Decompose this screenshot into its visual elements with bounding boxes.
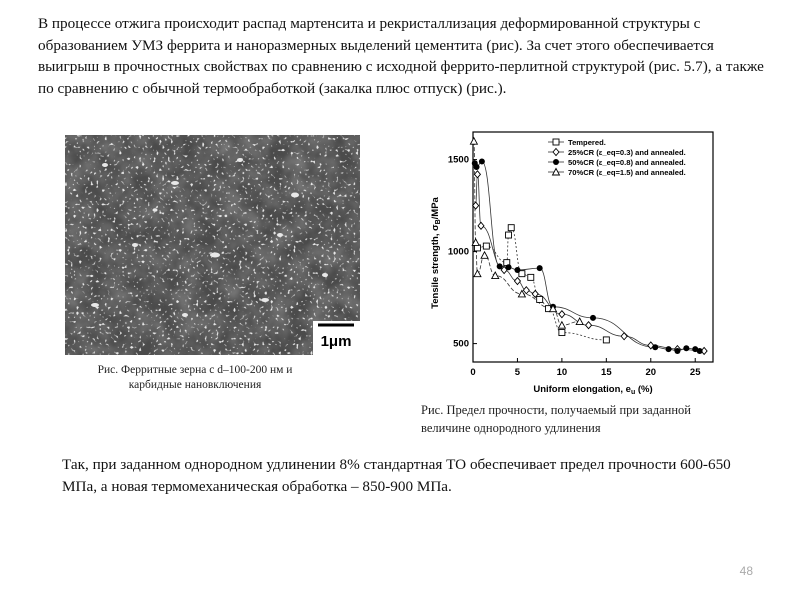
data-point [474, 270, 481, 277]
data-point [652, 344, 658, 350]
legend-label: Tempered. [568, 138, 606, 147]
data-point [674, 348, 680, 354]
page-number: 48 [739, 564, 753, 578]
data-point [474, 164, 480, 170]
x-tick-label: 10 [556, 367, 568, 378]
data-point [666, 346, 672, 352]
legend-label: 70%CR (ε_eq=1.5) and annealed. [568, 168, 686, 177]
data-point [478, 222, 484, 229]
data-point [497, 263, 503, 269]
x-tick-label: 5 [514, 367, 521, 378]
data-point [697, 348, 703, 354]
series-curve [475, 161, 700, 351]
y-tick-label: 1000 [447, 246, 469, 258]
data-point [523, 287, 529, 294]
legend-marker [553, 159, 559, 165]
data-point [683, 345, 689, 351]
data-point [492, 272, 499, 279]
data-point [506, 264, 512, 270]
x-axis-label: Uniform elongation, $e_u$ (%) [533, 384, 653, 396]
legend-marker [553, 139, 559, 145]
y-axis-label: Tensile strength, $\sigma_B$/MPa [430, 197, 442, 309]
data-point [514, 278, 520, 285]
data-point [481, 252, 488, 259]
data-point [479, 158, 485, 164]
y-tick-label: 1500 [447, 154, 469, 166]
legend-label: 25%CR (ε_eq=0.3) and annealed. [568, 148, 686, 157]
data-point [586, 322, 592, 329]
data-point [474, 171, 480, 178]
data-point [514, 267, 520, 273]
intro-paragraph: В процессе отжига происходит распад мартенсита и рекристаллизация деформированной структуры с образованием УМЗ феррита и наноразмерных выделений цементита (рис). За счет этого обеспечивается выигрыш в прочностных свойствах по сравнению с исходной феррито-перлитной структурой (рис. 5.7), а также по сравнению с обычной термообработкой (закалка плюс отпуск) (рис.). [38, 15, 764, 97]
x-tick-label: 20 [645, 367, 657, 378]
data-point [506, 232, 512, 238]
data-point [483, 243, 489, 249]
data-point [537, 265, 543, 271]
data-point [559, 330, 565, 336]
chart-svg [418, 118, 716, 398]
data-point [559, 311, 565, 318]
legend [548, 138, 686, 177]
data-point [603, 337, 609, 343]
micrograph-image [65, 135, 360, 355]
data-point [590, 315, 596, 321]
data-point [470, 138, 477, 145]
x-tick-label: 0 [470, 367, 476, 378]
y-tick-label: 500 [453, 338, 469, 350]
conclusion-paragraph: Так, при заданном однородном удлинении 8% стандартная ТО обеспечивает предел прочности 600-650 МПа, а новая термомеханическая обработка – 850-900 МПа. [62, 456, 731, 495]
x-tick-label: 25 [689, 367, 701, 378]
data-point [537, 296, 543, 302]
micrograph-caption: Рис. Ферритные зерна с d–100-200 нм и карбидные нановключения [97, 364, 293, 391]
chart-caption: Рис. Предел прочности, получаемый при заданной величине однородного удлинения [421, 403, 691, 435]
data-point [508, 225, 514, 231]
legend-label: 50%CR (ε_eq=0.8) and annealed. [568, 158, 686, 167]
data-point [621, 333, 627, 340]
tensile-chart [418, 118, 716, 398]
micrograph-svg [65, 135, 360, 355]
series-curve [474, 141, 580, 325]
data-point [528, 274, 534, 280]
x-tick-label: 15 [601, 367, 612, 378]
legend-marker [553, 149, 559, 156]
scale-label: 1μm [320, 333, 352, 350]
